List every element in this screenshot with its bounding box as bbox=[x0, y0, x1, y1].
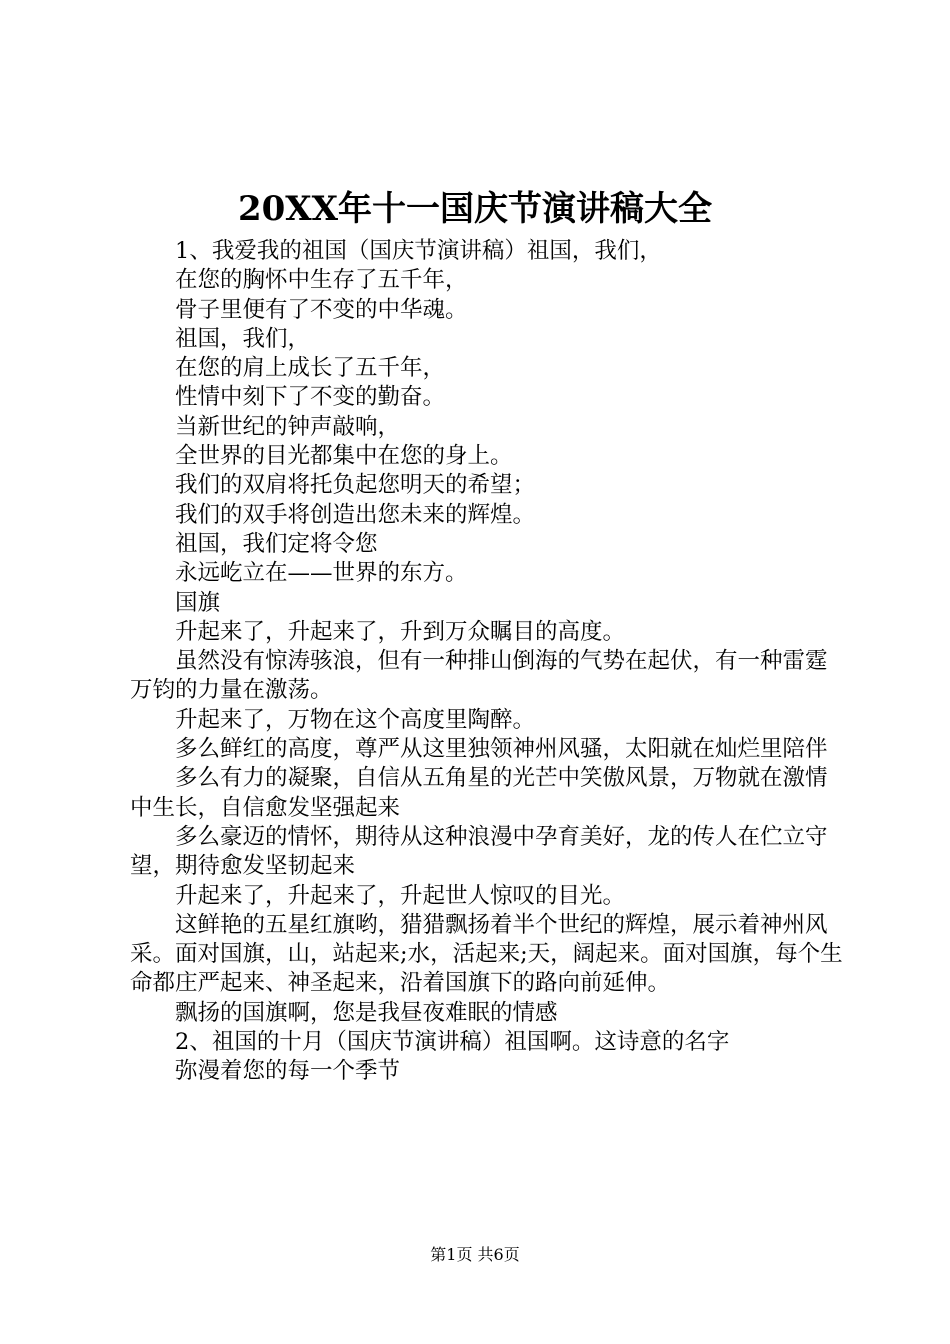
paragraph: 这鲜艳的五星红旗哟，猎猎飘扬着半个世纪的辉煌，展示着神州风采。面对国旗，山，站起来;水，活起来;天，阔起来。面对国旗，每个生命都庄严起来、神圣起来，沿着国旗下的路向前延伸。 bbox=[130, 911, 843, 997]
paragraph: 多么鲜红的高度，尊严从这里独领神州风骚，太阳就在灿烂里陪伴 bbox=[175, 736, 828, 763]
document-body bbox=[130, 237, 848, 1087]
paragraph: 虽然没有惊涛骇浪，但有一种排山倒海的气势在起伏，有一种雷霆万钧的力量在激荡。 bbox=[130, 648, 828, 704]
paragraph: 当新世纪的钟声敲响， bbox=[175, 413, 401, 440]
page-footer: 第1页 共6页 bbox=[430, 1245, 520, 1264]
paragraph: 多么豪迈的情怀，期待从这种浪漫中孕育美好，龙的传人在伫立守望，期待愈发坚韧起来 bbox=[130, 823, 828, 880]
paragraph: 祖国，我们， bbox=[175, 325, 311, 352]
paragraph: 骨子里便有了不变的中华魂。 bbox=[175, 296, 468, 323]
paragraph: 在您的肩上成长了五千年， bbox=[175, 355, 446, 382]
paragraph: 多么有力的凝聚，自信从五角星的光芒中笑傲风景，万物就在激情中生长，自信愈发坚强起来 bbox=[130, 765, 828, 821]
paragraph: 性情中刻下了不变的勤奋。 bbox=[175, 384, 446, 411]
paragraph: 全世界的目光都集中在您的身上。 bbox=[175, 443, 513, 470]
paragraph: 飘扬的国旗啊，您是我昼夜难眠的情感 bbox=[175, 999, 558, 1026]
paragraph: 弥漫着您的每一个季节 bbox=[175, 1058, 401, 1085]
document-title: 20XX年十一国庆节演讲稿大全 bbox=[237, 189, 713, 229]
paragraph: 我们的双肩将托负起您明天的希望； bbox=[175, 472, 536, 499]
paragraph: 国旗 bbox=[175, 589, 221, 616]
paragraph: 升起来了，万物在这个高度里陶醉。 bbox=[175, 706, 536, 733]
paragraph: 永远屹立在——世界的东方。 bbox=[175, 560, 468, 587]
paragraph: 升起来了，升起来了，升到万众瞩目的高度。 bbox=[175, 618, 626, 645]
paragraph: 升起来了，升起来了，升起世人惊叹的目光。 bbox=[175, 882, 626, 909]
paragraph: 1、我爱我的祖国（国庆节演讲稿）祖国，我们， bbox=[175, 238, 662, 264]
paragraph: 祖国，我们定将令您 bbox=[175, 530, 378, 557]
paragraph: 我们的双手将创造出您未来的辉煌。 bbox=[175, 501, 536, 528]
paragraph: 2、祖国的十月（国庆节演讲稿）祖国啊。这诗意的名字 bbox=[175, 1029, 730, 1056]
paragraph: 在您的胸怀中生存了五千年， bbox=[175, 267, 468, 294]
